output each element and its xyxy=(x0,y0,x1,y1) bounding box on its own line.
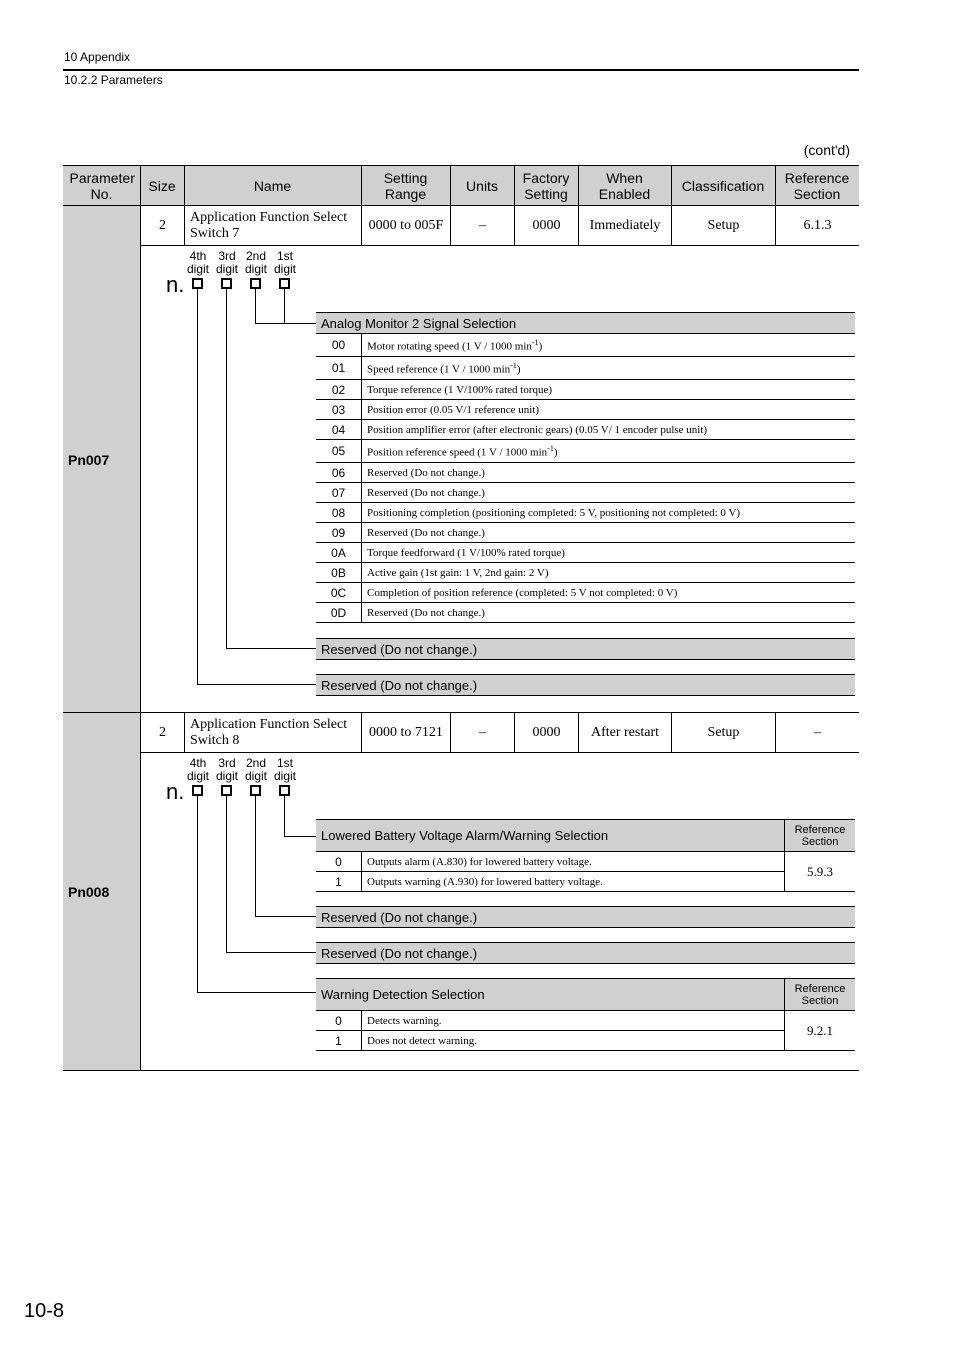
param-no-pn008: Pn008 xyxy=(63,713,140,1071)
n-prefix: n. xyxy=(166,779,185,804)
pn007-digit1-title: Analog Monitor 2 Signal Selection xyxy=(316,312,855,334)
digit-label-2nd: 2nd digit xyxy=(244,756,267,783)
pn007-factory-setting: 0000 xyxy=(532,217,561,233)
col-header-size: Size xyxy=(140,166,184,206)
pn008-name xyxy=(185,713,361,752)
header-rule xyxy=(63,69,859,71)
connector-line xyxy=(255,289,256,324)
pn007-reference-section: 6.1.3 xyxy=(803,217,832,233)
col-header-reference-section: Reference Section xyxy=(775,166,859,206)
connector-line xyxy=(284,836,316,837)
pn007-name-line2: Switch 7 xyxy=(190,225,240,241)
col-divider xyxy=(140,165,141,1071)
param-no-pn007: Pn007 xyxy=(63,206,140,713)
digit-label-3rd: 3rd digit xyxy=(215,249,238,276)
pn008-digit4-ref-header: Reference Section xyxy=(784,979,855,1010)
pn007-name-line1: Application Function Select xyxy=(190,209,348,225)
connector-line xyxy=(255,796,256,917)
col-divider xyxy=(578,165,579,206)
list-item: 1 Outputs warning (A.930) for lowered battery voltage. xyxy=(316,872,785,892)
digit-box-2nd xyxy=(250,278,261,289)
digit-box-4th xyxy=(192,278,203,289)
connector-line xyxy=(255,916,316,917)
connector-line xyxy=(197,684,316,685)
connector-line xyxy=(226,952,316,953)
connector-line xyxy=(226,796,227,953)
digit-box-1st xyxy=(279,278,290,289)
digit-box-1st xyxy=(279,785,290,796)
pn008-reference-section: – xyxy=(814,724,821,740)
page-number: 10-8 xyxy=(24,1300,65,1322)
col-header-when-enabled: When Enabled xyxy=(578,166,671,206)
pn008-name-line1: Application Function Select xyxy=(190,716,348,732)
n-prefix: n. xyxy=(166,272,185,297)
col-header-name: Name xyxy=(184,166,361,206)
digit-box-2nd xyxy=(250,785,261,796)
pn007-digit3-title: Reserved (Do not change.) xyxy=(316,638,855,660)
col-divider xyxy=(514,165,515,206)
connector-line xyxy=(197,796,198,993)
list-item: 01 Speed reference (1 V / 1000 $\min^{-1}$) xyxy=(316,357,855,380)
digit-box-3rd xyxy=(221,785,232,796)
connector-line xyxy=(226,289,227,649)
connector-line xyxy=(284,323,316,324)
list-item: 02 Torque reference (1 V/100% rated torque) xyxy=(316,380,855,400)
pn008-units: – xyxy=(479,724,486,740)
list-item: 07 Reserved (Do not change.) xyxy=(316,483,855,503)
pn007-classification: Setup xyxy=(707,217,740,233)
digit-box-4th xyxy=(192,785,203,796)
list-item: 08 Positioning completion (positioning completed: 5 V, positioning not completed: 0 V) xyxy=(316,503,855,523)
col-header-units: Units xyxy=(450,166,514,206)
connector-line xyxy=(197,289,198,685)
list-item: 00 Motor rotating speed (1 V / 1000 $\min^{-1}$) xyxy=(316,334,855,357)
list-item: 0C Completion of position reference (completed: 5 V not completed: 0 V) xyxy=(316,583,855,603)
pn008-digit4-ref-value: 9.2.1 xyxy=(784,1011,855,1051)
list-item: 09 Reserved (Do not change.) xyxy=(316,523,855,543)
list-item: 03 Position error (0.05 V/1 reference unit) xyxy=(316,400,855,420)
connector-line xyxy=(284,796,285,837)
chapter-header: 10 Appendix xyxy=(64,50,131,64)
list-item: 05 Position reference speed (1 V / 1000 $\min^{-1}$) xyxy=(316,440,855,463)
pn007-digit4-title: Reserved (Do not change.) xyxy=(316,674,855,696)
pn007-units: – xyxy=(479,217,486,233)
pn008-name-line2: Switch 8 xyxy=(190,732,240,748)
pn007-size: 2 xyxy=(159,217,166,233)
pn008-when-enabled: After restart xyxy=(590,724,660,740)
digit-label-4th: 4th digit xyxy=(186,249,209,276)
pn008-digit3-title: Reserved (Do not change.) xyxy=(316,942,855,964)
col-header-setting-range: Setting Range xyxy=(361,166,450,206)
pn008-row-border xyxy=(140,752,859,753)
table-bottom-border xyxy=(63,1070,859,1071)
col-divider xyxy=(450,165,451,206)
digit-label-3rd: 3rd digit xyxy=(215,756,238,783)
pn007-name xyxy=(185,206,361,245)
digit-label-4th: 4th digit xyxy=(186,756,209,783)
pn007-when-enabled: Immediately xyxy=(589,217,661,233)
pn008-digit1-ref-value: 5.9.3 xyxy=(784,852,855,892)
col-divider xyxy=(361,165,362,206)
col-divider xyxy=(184,165,185,206)
pn008-digit1-title: Lowered Battery Voltage Alarm/Warning Selection xyxy=(316,819,855,852)
list-item: 0B Active gain (1st gain: 1 V, 2nd gain: 2 V) xyxy=(316,563,855,583)
list-item: 04 Position amplifier error (after electronic gears) (0.05 V/ 1 encoder pulse unit) xyxy=(316,420,855,440)
col-divider xyxy=(775,165,776,206)
list-item: 0D Reserved (Do not change.) xyxy=(316,603,855,623)
pn008-digit4-title: Warning Detection Selection xyxy=(316,978,855,1011)
digit-label-1st: 1st digit xyxy=(273,249,296,276)
col-header-parameter-no: Parameter No. xyxy=(63,166,140,206)
connector-line xyxy=(255,323,285,324)
list-item: 1 Does not detect warning. xyxy=(316,1031,785,1051)
continued-label: (cont'd) xyxy=(803,142,850,158)
list-item: 0 Detects warning. xyxy=(316,1011,785,1031)
pn008-size: 2 xyxy=(159,724,166,740)
digit-label-2nd: 2nd digit xyxy=(244,249,267,276)
list-item: 0 Outputs alarm (A.830) for lowered battery voltage. xyxy=(316,852,785,872)
pn008-digit1-ref-header: Reference Section xyxy=(784,820,855,851)
list-item: 06 Reserved (Do not change.) xyxy=(316,463,855,483)
pn008-classification: Setup xyxy=(707,724,740,740)
digit-label-1st: 1st digit xyxy=(273,756,296,783)
connector-line xyxy=(226,648,316,649)
digit-box-3rd xyxy=(221,278,232,289)
col-divider xyxy=(671,165,672,206)
section-header: 10.2.2 Parameters xyxy=(64,73,163,87)
connector-line xyxy=(284,289,285,324)
pn007-row-border xyxy=(140,245,859,246)
table-top-border xyxy=(63,165,859,166)
col-header-classification: Classification xyxy=(671,166,775,206)
col-header-factory-setting: Factory Setting xyxy=(514,166,578,206)
pn008-digit2-title: Reserved (Do not change.) xyxy=(316,906,855,928)
connector-line xyxy=(197,992,316,993)
list-item: 0A Torque feedforward (1 V/100% rated torque) xyxy=(316,543,855,563)
pn008-factory-setting: 0000 xyxy=(532,724,561,740)
pn007-setting-range: 0000 to 005F xyxy=(368,217,444,233)
pn008-setting-range: 0000 to 7121 xyxy=(369,724,443,740)
